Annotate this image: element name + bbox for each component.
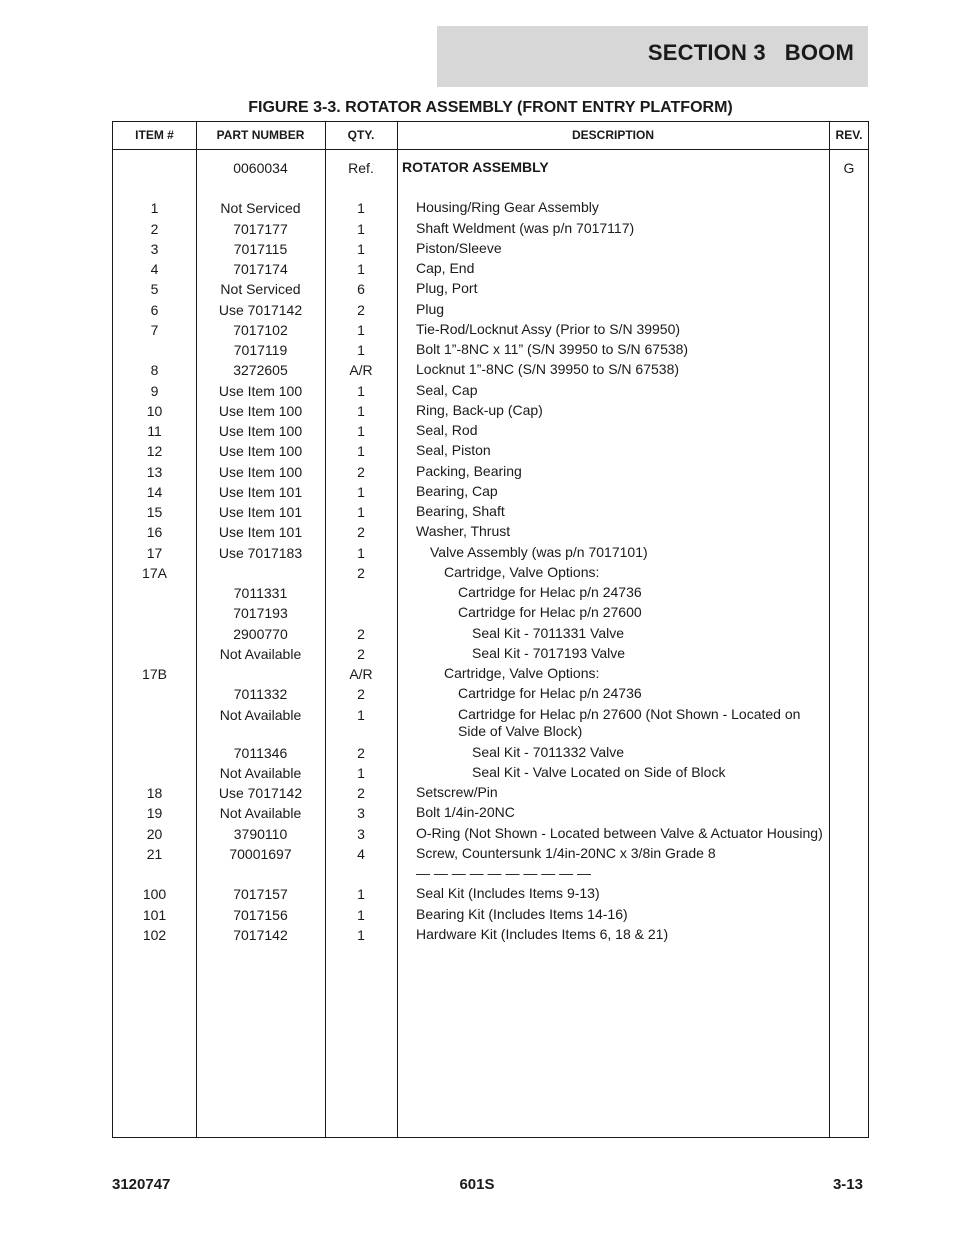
- description-cell: Seal, Rod: [416, 422, 478, 438]
- header-rev: REV.: [835, 128, 863, 142]
- description-cell: Packing, Bearing: [416, 462, 522, 479]
- item-cell: 20: [146, 825, 163, 842]
- description-cell: Cartridge for Helac p/n 24736: [458, 584, 642, 600]
- part-number-cell: Not Available: [219, 706, 302, 723]
- part-number-cell: Use 7017142: [218, 301, 303, 318]
- item-cell: 15: [146, 504, 163, 520]
- qty-cell: 1: [357, 443, 365, 460]
- qty-cell: 2: [357, 301, 365, 318]
- description-cell: Piston/Sleeve: [416, 239, 502, 256]
- item-cell: 3: [150, 240, 159, 257]
- qty-cell: 2: [357, 625, 365, 642]
- qty-cell: 2: [357, 744, 365, 761]
- part-number-cell: 0060034: [233, 160, 288, 176]
- qty-cell: 1: [357, 906, 365, 923]
- description-cell: Cartridge for Helac p/n 24736: [458, 685, 642, 702]
- part-number-cell: 7017115: [233, 240, 288, 257]
- qty-cell: 1: [357, 926, 365, 943]
- part-number-cell: Not Available: [219, 645, 302, 662]
- part-number-cell: 7017177: [233, 220, 288, 237]
- part-number-cell: 2900770: [233, 625, 288, 642]
- item-cell: 17: [146, 544, 163, 561]
- item-cell: 4: [150, 261, 159, 277]
- item-cell: 21: [146, 845, 163, 862]
- item-cell: 7: [150, 321, 159, 338]
- part-number-cell: Use Item 100: [218, 443, 303, 460]
- description-cell: Seal, Cap: [416, 381, 478, 398]
- part-number-cell: Use Item 101: [218, 504, 303, 520]
- rev-cell: G: [843, 160, 855, 176]
- description-cell: Seal Kit - 7011331 Valve: [472, 624, 625, 641]
- qty-cell: 6: [357, 281, 365, 298]
- item-cell: 17A: [142, 564, 167, 581]
- description-cell: Cartridge, Valve Options:: [444, 665, 600, 681]
- column-divider: [397, 122, 398, 1137]
- footer-doc-number: 3120747: [112, 1176, 171, 1193]
- part-number-cell: 7011331: [233, 585, 288, 601]
- part-number-cell: 7017142: [233, 926, 288, 943]
- part-number-cell: 3272605: [233, 362, 288, 379]
- qty-cell: 4: [357, 845, 365, 862]
- part-number-cell: Use Item 101: [218, 524, 303, 541]
- item-cell: 19: [146, 805, 163, 822]
- description-cell: Cartridge for Helac p/n 27600 (Not Shown - Located on Side of Valve Block): [458, 705, 801, 739]
- description-cell: Shaft Weldment (was p/n 7017117): [416, 219, 635, 236]
- header-qty: QTY.: [347, 128, 375, 142]
- description-cell: Plug: [416, 300, 445, 317]
- qty-cell: 1: [357, 544, 365, 561]
- description-cell: Cartridge for Helac p/n 27600: [458, 604, 642, 621]
- qty-cell: 2: [357, 524, 365, 541]
- item-cell: 18: [146, 785, 163, 801]
- item-cell: 5: [150, 281, 159, 298]
- parts-table: [112, 121, 869, 1138]
- part-number-cell: Use Item 100: [218, 382, 303, 399]
- description-cell: Locknut 1”-8NC (S/N 39950 to S/N 67538): [416, 361, 680, 378]
- part-number-cell: 7017119: [233, 342, 288, 358]
- part-number-cell: Use 7017183: [218, 544, 303, 561]
- header-divider: [113, 149, 868, 150]
- qty-cell: 2: [357, 785, 365, 801]
- qty-cell: 1: [357, 200, 365, 217]
- qty-cell: 1: [357, 483, 365, 500]
- qty-cell: 3: [357, 805, 365, 822]
- part-number-cell: Not Available: [219, 805, 302, 822]
- part-number-cell: Use Item 101: [218, 483, 303, 500]
- qty-cell: 1: [357, 402, 365, 419]
- header-part-number: PART NUMBER: [216, 128, 305, 142]
- part-number-cell: 7017174: [233, 261, 288, 277]
- part-number-cell: 7017156: [233, 906, 288, 923]
- description-cell: Seal Kit - 7017193 Valve: [472, 644, 626, 661]
- qty-cell: Ref.: [348, 160, 374, 176]
- description-cell: Bolt 1/4in-20NC: [416, 804, 515, 821]
- description-cell: Seal Kit - 7011332 Valve: [472, 743, 625, 760]
- description-cell: Cartridge, Valve Options:: [444, 563, 600, 580]
- description-cell: O-Ring (Not Shown - Located between Valve & Actuator Housing): [416, 824, 823, 841]
- header-description: DESCRIPTION: [571, 128, 654, 142]
- item-cell: 100: [142, 886, 167, 903]
- description-cell: Washer, Thrust: [416, 523, 511, 540]
- qty-cell: 1: [357, 423, 365, 439]
- qty-cell: 3: [357, 825, 365, 842]
- part-number-cell: Use Item 100: [218, 423, 303, 439]
- qty-cell: 2: [357, 463, 365, 480]
- part-number-cell: 7011332: [233, 686, 288, 703]
- item-cell: 1: [150, 200, 159, 217]
- description-cell: Bearing, Cap: [416, 482, 498, 499]
- part-number-cell: Not Serviced: [220, 200, 301, 217]
- description-cell: Bearing Kit (Includes Items 14-16): [416, 905, 628, 922]
- qty-cell: 1: [357, 764, 365, 781]
- footer-model: 601S: [459, 1176, 495, 1193]
- part-number-cell: 70001697: [229, 845, 292, 862]
- item-cell: 11: [147, 423, 162, 439]
- item-cell: 102: [142, 926, 167, 943]
- item-cell: 2: [150, 220, 159, 237]
- description-cell: Cap, End: [416, 260, 475, 276]
- section-header-box: [437, 26, 868, 87]
- qty-cell: 1: [357, 382, 365, 399]
- description-cell: Bolt 1”-8NC x 11” (S/N 39950 to S/N 67538): [416, 341, 689, 357]
- description-cell: Screw, Countersunk 1/4in-20NC x 3/8in Grade 8: [416, 844, 716, 861]
- item-cell: 9: [150, 382, 159, 399]
- qty-cell: 1: [357, 261, 365, 277]
- item-cell: 14: [146, 483, 163, 500]
- qty-cell: 2: [357, 686, 365, 703]
- description-cell: Setscrew/Pin: [416, 784, 498, 800]
- item-cell: 16: [146, 524, 163, 541]
- item-cell: 12: [146, 443, 163, 460]
- figure-title: FIGURE 3-3. ROTATOR ASSEMBLY (FRONT ENTRY PLATFORM): [248, 99, 733, 116]
- description-cell: Bearing, Shaft: [416, 503, 505, 519]
- item-cell: 8: [150, 362, 159, 379]
- part-number-cell: Use 7017142: [218, 785, 303, 801]
- part-number-cell: Use Item 100: [218, 463, 303, 480]
- qty-cell: 1: [357, 706, 365, 723]
- header-item: ITEM #: [135, 128, 174, 142]
- part-number-cell: 7017157: [233, 886, 288, 903]
- description-cell: Tie-Rod/Locknut Assy (Prior to S/N 39950): [416, 320, 681, 337]
- description-cell: Plug, Port: [416, 280, 478, 297]
- description-cell: Seal Kit - Valve Located on Side of Block: [472, 763, 726, 780]
- part-number-cell: Not Serviced: [220, 281, 301, 298]
- qty-cell: 1: [357, 342, 365, 358]
- qty-cell: A/R: [349, 362, 373, 379]
- item-cell: 101: [142, 906, 167, 923]
- description-cell: Seal, Piston: [416, 442, 491, 459]
- qty-cell: 1: [357, 321, 365, 338]
- description-cell: Ring, Back-up (Cap): [416, 401, 543, 418]
- section-title: SECTION 3 BOOM: [647, 40, 854, 65]
- description-cell: Seal Kit (Includes Items 9-13): [416, 885, 600, 902]
- qty-cell: 1: [357, 886, 365, 903]
- qty-cell: 1: [357, 240, 365, 257]
- part-number-cell: Use Item 100: [218, 402, 303, 419]
- description-cell: Housing/Ring Gear Assembly: [416, 199, 599, 216]
- description-cell: — — — — — — — — — —: [416, 865, 592, 881]
- part-number-cell: 7017193: [233, 605, 288, 622]
- part-number-cell: 7017102: [233, 321, 288, 338]
- part-number-cell: 7011346: [233, 744, 288, 761]
- item-cell: 6: [150, 301, 159, 318]
- part-number-cell: 3790110: [233, 825, 288, 842]
- item-cell: 17B: [142, 666, 167, 682]
- description-cell: Hardware Kit (Includes Items 6, 18 & 21): [416, 925, 669, 942]
- description-cell: ROTATOR ASSEMBLY: [402, 159, 549, 175]
- footer-page-number: 3-13: [832, 1176, 863, 1193]
- item-cell: 13: [146, 463, 163, 480]
- qty-cell: 2: [357, 564, 365, 581]
- description-cell: Valve Assembly (was p/n 7017101): [430, 543, 648, 560]
- item-cell: 10: [146, 402, 163, 419]
- qty-cell: 1: [357, 504, 365, 520]
- qty-cell: A/R: [349, 666, 373, 682]
- qty-cell: 2: [357, 645, 365, 662]
- qty-cell: 1: [357, 220, 365, 237]
- part-number-cell: Not Available: [219, 764, 302, 781]
